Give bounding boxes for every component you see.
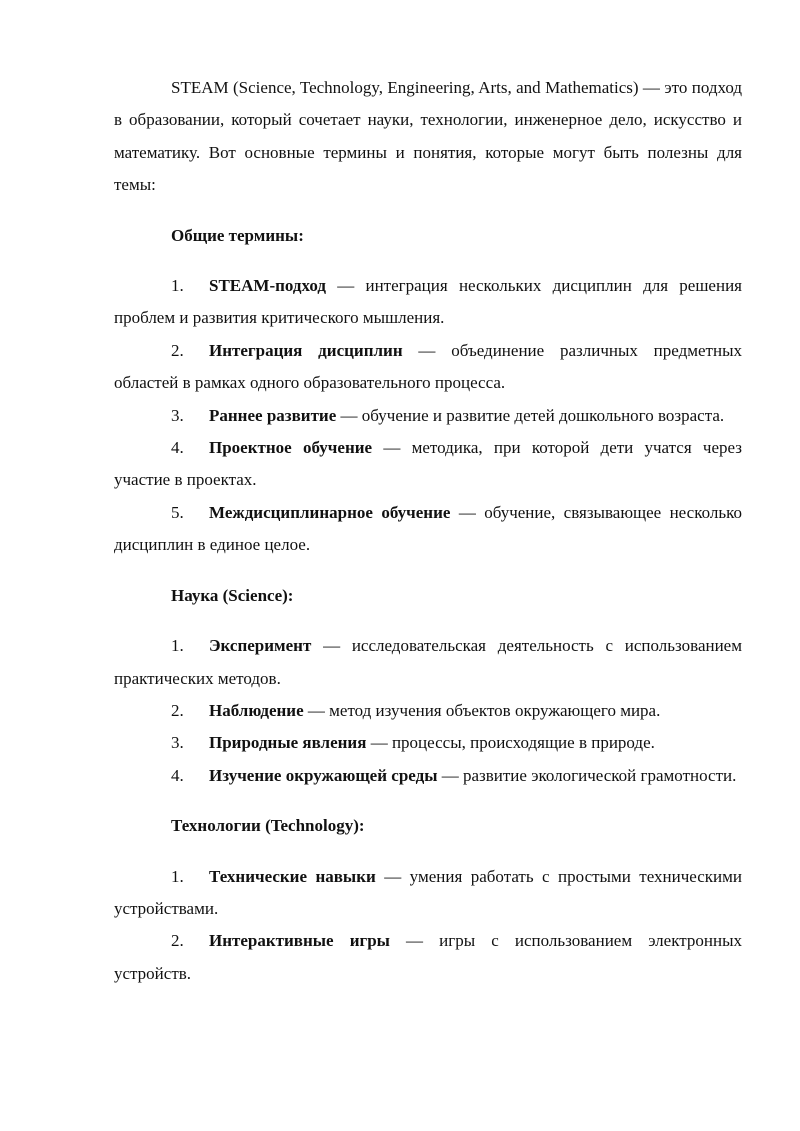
item-description: — развитие экологической грамотности.	[437, 765, 737, 785]
item-number: 4.	[171, 765, 184, 785]
section-heading-general: Общие термины:	[171, 225, 304, 245]
item-term: Эксперимент	[209, 636, 312, 656]
item-number: 2.	[171, 700, 184, 720]
item-number: 1.	[171, 866, 184, 886]
list-item	[114, 270, 742, 335]
section-heading-science: Наука (Science):	[171, 585, 294, 605]
item-description: — методика, при которой дети учатся через участие в проектах.	[114, 438, 742, 490]
item-description: — игры с использованием электронных устройств.	[114, 931, 742, 983]
intro-paragraph: STEAM (Science, Technology, Engineering, Arts, and Mathematics) — это подход в образовании, который сочетает науки, технологии, инженерное дело, искусство и математику. Вот основные термины и понятия, которые могут быть полезны для темы:	[114, 78, 742, 195]
terms-list-science	[114, 630, 742, 792]
list-item	[114, 727, 742, 759]
item-term: Технические навыки	[209, 866, 376, 886]
item-number: 2.	[171, 340, 184, 360]
item-term: Изучение окружающей среды	[209, 765, 438, 785]
item-term: Интерактивные игры	[209, 931, 390, 951]
item-description: — обучение и развитие детей дошкольного возраста.	[336, 405, 725, 425]
list-item	[114, 400, 742, 432]
item-term: Природные явления	[209, 733, 367, 753]
item-number: 2.	[171, 931, 184, 951]
item-description: — процессы, происходящие в природе.	[366, 733, 655, 753]
item-term: STEAM-подход	[209, 276, 326, 296]
item-description: — метод изучения объектов окружающего мира.	[303, 700, 661, 720]
item-number: 1.	[171, 636, 184, 656]
list-item	[114, 925, 742, 990]
item-number: 4.	[171, 438, 184, 458]
item-term: Наблюдение	[209, 700, 304, 720]
item-term: Междисциплинарное обучение	[209, 502, 451, 522]
document-page	[114, 72, 742, 990]
item-term: Раннее развитие	[209, 405, 337, 425]
item-description: — обучение, связывающее несколько дисциплин в единое целое.	[114, 502, 743, 555]
item-term: Интеграция дисциплин	[209, 340, 403, 360]
item-number: 3.	[171, 733, 184, 753]
list-item	[114, 695, 742, 727]
list-item	[114, 760, 742, 792]
terms-list-general	[114, 270, 742, 562]
item-description: — объединение различных предметных областей в рамках одного образовательного процесса.	[114, 340, 743, 393]
list-item	[114, 861, 742, 926]
item-description: — исследовательская деятельность с использованием практических методов.	[114, 636, 742, 688]
item-number: 3.	[171, 405, 184, 425]
item-description: — умения работать с простыми техническими устройствами.	[114, 866, 742, 918]
section-heading-technology: Технологии (Technology):	[171, 816, 365, 836]
list-item	[114, 335, 742, 400]
item-term: Проектное обучение	[209, 438, 373, 458]
list-item	[114, 497, 742, 562]
item-number: 1.	[171, 276, 184, 296]
terms-list-technology	[114, 861, 742, 991]
list-item	[114, 432, 742, 497]
item-description: — интеграция нескольких дисциплин для решения проблем и развития критического мышления.	[114, 276, 742, 328]
list-item	[114, 630, 742, 695]
item-number: 5.	[171, 502, 184, 522]
